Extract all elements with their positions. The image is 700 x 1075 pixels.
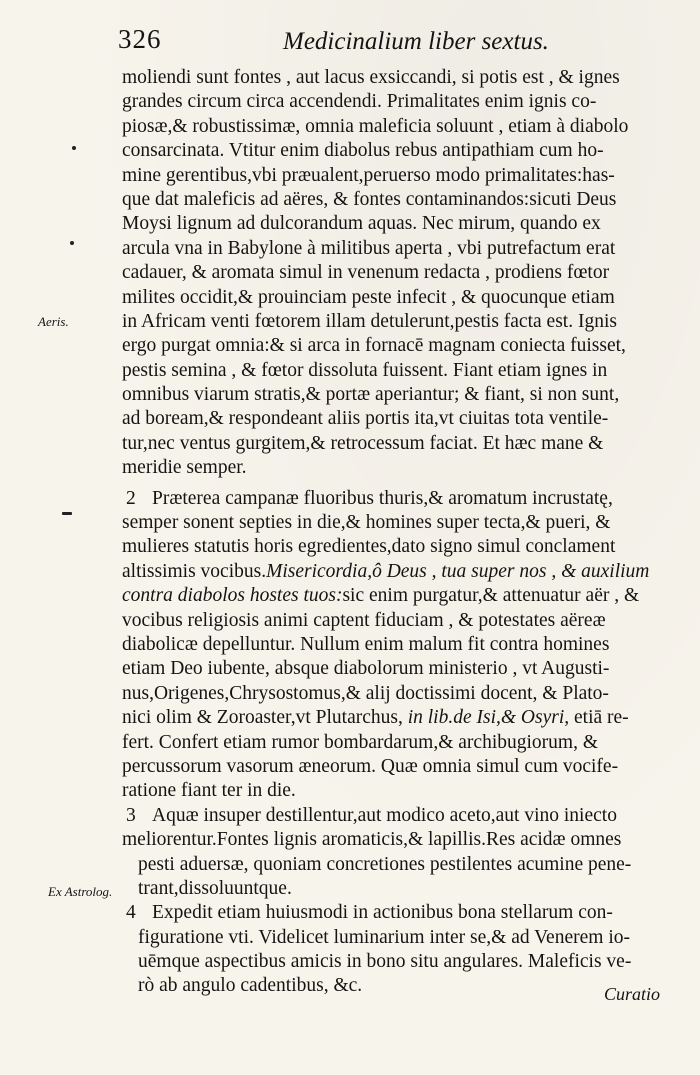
- text-line: [122, 560, 682, 584]
- text-line: uēmque aspectibus amicis in bono situ angulares. Maleficis ve-: [138, 951, 632, 973]
- paragraph-4-first-line: [122, 901, 682, 925]
- text-line: rò ab angulo cadentibus, &c.: [138, 975, 363, 997]
- text-span: etiā re-: [574, 707, 629, 729]
- text-line: ergo purgat omnia:& si arca in fornacē magnam coniecta fuisset,: [122, 335, 626, 357]
- catchword: Curatio: [603, 984, 660, 1004]
- margin-dash-mark: [62, 512, 72, 515]
- text-line: percussorum vasorum æneorum. Quæ omnia simul cum vocife-: [122, 755, 619, 777]
- body-text: [122, 66, 682, 999]
- text-line: tur,nec ventus gurgitem,& retrocessum faciat. Et hæc mane &: [122, 432, 604, 454]
- margin-note-astrolog: Ex Astrolog.: [48, 884, 113, 899]
- margin-dot-mark: [72, 146, 76, 150]
- text-line: mulieres statutis horis egredientes,dato signo simul conclament: [122, 536, 616, 558]
- text-line: in Africam venti fœtorem illam detulerunt,pestis facta est. Ignis: [122, 310, 617, 332]
- paragraph-2-first-line: [122, 487, 682, 511]
- text-line: ratione fiant ter in die.: [122, 780, 296, 802]
- text-line: grandes circum circa accendendi. Primalitates enim ignis co-: [122, 91, 597, 113]
- text-span: altissimis vocibus.: [122, 560, 267, 582]
- text-line: omnibus viarum stratis,& portæ aperiantur; & fiant, si non sunt,: [122, 384, 620, 406]
- text-line: cadauer, & aromata simul in venenum redacta , prodiens fœtor: [122, 262, 610, 284]
- italic-prayer: Misericordia,ô Deus , tua super nos , & auxilium: [266, 560, 650, 582]
- text-line: vocibus religiosis animi captent fiduciam , & potestates aëreæ: [122, 609, 606, 631]
- text-line: meliorentur.Fontes lignis aromaticis,& lapillis.Res acidæ omnes: [122, 829, 622, 851]
- text-line: piosæ,& robustissimæ, omnia maleficia soluunt , etiam à diabolo: [122, 115, 629, 137]
- text-line: pesti aduersæ, quoniam concretiones pestilentes acumine pene-: [138, 853, 632, 875]
- margin-note-aeris: Aeris.: [38, 314, 69, 329]
- text-line: mine gerentibus,vbi præualent,peruerso modo primalitates:has-: [122, 164, 615, 186]
- text-line: arcula vna in Babylone à militibus aperta , vbi putrefactum erat: [122, 237, 616, 259]
- paragraph-number: 3: [126, 804, 136, 826]
- running-title: Medicinalium liber sextus.: [283, 28, 549, 55]
- text-line: [122, 706, 682, 730]
- paragraph-3-first-line: [122, 804, 682, 828]
- margin-dot-mark: [70, 241, 74, 245]
- page-header: [118, 22, 588, 68]
- text-line: fert. Confert etiam rumor bombardarum,& archibugiorum, &: [122, 731, 598, 753]
- text-line: ad boream,& respondeant aliis portis ita,vt ciuitas tota ventile-: [122, 408, 609, 430]
- text-span: sic enim purgatur,& attenuatur aër , &: [342, 585, 640, 607]
- text-line: meridie semper.: [122, 457, 247, 479]
- paragraph-number: 2: [126, 487, 136, 509]
- text-line: [122, 584, 682, 608]
- text-line: trant,dissoluuntque.: [138, 877, 292, 899]
- text-span: Aquæ insuper destillentur,aut modico aceto,aut vino iniecto: [152, 804, 617, 826]
- italic-citation: in lib.de Isi,& Osyri,: [407, 707, 570, 729]
- text-line: moliendi sunt fontes , aut lacus exsiccandi, si potis est , & ignes: [122, 67, 620, 88]
- text-line: figuratione vti. Videlicet luminarium inter se,& ad Venerem io-: [138, 926, 630, 948]
- text-line: pestis semina , & fœtor dissoluta fuissent. Fiant etiam ignes in: [122, 359, 608, 381]
- paragraph-number: 4: [126, 902, 136, 924]
- text-line: Moysi lignum ad dulcorandum aquas. Nec mirum, quando ex: [122, 213, 601, 235]
- text-span: nici olim & Zoroaster,vt Plutarchus,: [122, 707, 403, 729]
- text-span: Expedit etiam huiusmodi in actionibus bona stellarum con-: [152, 902, 613, 924]
- text-line: milites occidit,& prouinciam peste infecit , & quocunque etiam: [122, 286, 615, 308]
- text-line: que dat maleficis ad aëres, & fontes contaminandos:sicuti Deus: [122, 188, 617, 210]
- text-span: Præterea campanæ fluoribus thuris,& aromatum incrustatę,: [152, 487, 613, 509]
- text-line: nus,Origenes,Chrysostomus,& alij doctissimi docent, & Plato-: [122, 682, 609, 704]
- text-line: diabolicæ depelluntur. Nullum enim malum fit contra homines: [122, 633, 610, 655]
- page-number: 326: [118, 24, 162, 54]
- italic-prayer: contra diabolos hostes tuos:: [122, 585, 343, 607]
- text-line: semper sonent septies in die,& homines super tecta,& pueri, &: [122, 512, 611, 534]
- text-line: consarcinata. Vtitur enim diabolus rebus antipathiam cum ho-: [122, 140, 604, 162]
- text-line: etiam Deo iubente, absque diabolorum ministerio , vt Augusti-: [122, 658, 610, 680]
